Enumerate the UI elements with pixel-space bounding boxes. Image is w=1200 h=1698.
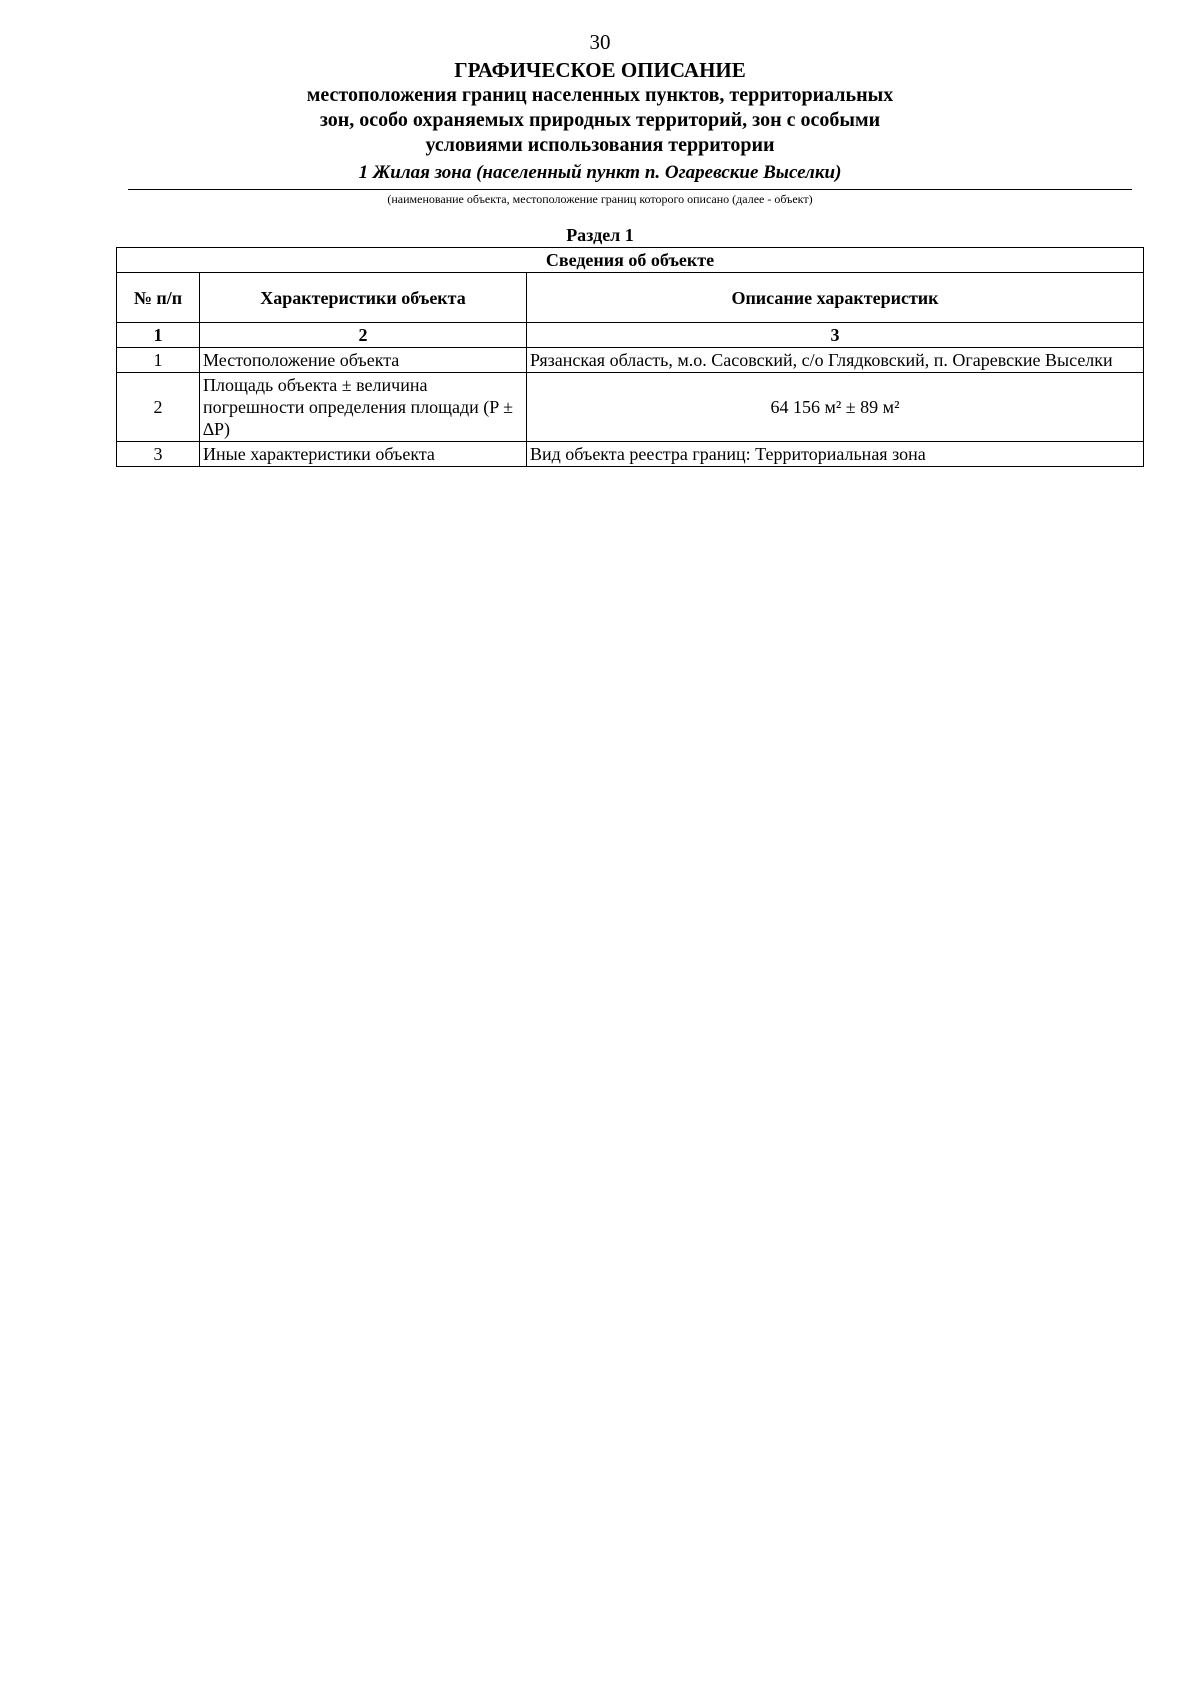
page-number: 30 [589, 30, 611, 54]
row-characteristic: Иные характеристики объекта [200, 442, 527, 467]
table-row [117, 348, 1144, 373]
row-description: Рязанская область, м.о. Сасовский, с/о Глядковский, п. Огаревские Выселки [527, 348, 1144, 373]
row-characteristic: Площадь объекта ± величина погрешности определения площади (P ± ∆P) [200, 373, 527, 442]
underline-rule [128, 189, 1132, 190]
title-line-3: условиями использования территории [425, 134, 775, 156]
column-number-row [117, 323, 1144, 348]
column-number: 2 [200, 323, 527, 348]
column-number: 3 [527, 323, 1144, 348]
row-num: 2 [117, 373, 200, 442]
title-line-2: зон, особо охраняемых природных территорий, зон с особыми [319, 109, 881, 131]
table-header-row [117, 273, 1144, 323]
object-name: 1 Жилая зона (населенный пункт п. Огаревские Выселки) [358, 162, 842, 183]
column-number: 1 [117, 323, 200, 348]
row-characteristic: Местоположение объекта [200, 348, 527, 373]
table-row [117, 442, 1144, 467]
table-row [117, 373, 1144, 442]
row-num: 1 [117, 348, 200, 373]
row-description: 64 156 м² ± 89 м² [527, 373, 1144, 442]
document-title [0, 58, 1200, 158]
section-title: Раздел 1 [566, 225, 634, 245]
row-num: 3 [117, 442, 200, 467]
title-line-1: местоположения границ населенных пунктов, территориальных [306, 84, 894, 106]
object-info-table [116, 247, 1144, 467]
object-caption: (наименование объекта, местоположение границ которого описано (далее - объект) [387, 192, 813, 206]
table-caption-row [117, 248, 1144, 273]
header-characteristic: Характеристики объекта [200, 273, 527, 323]
header-num: № п/п [117, 273, 200, 323]
title-main: ГРАФИЧЕСКОЕ ОПИСАНИЕ [454, 58, 746, 82]
table-caption: Сведения об объекте [117, 248, 1144, 273]
header-description: Описание характеристик [527, 273, 1144, 323]
row-description: Вид объекта реестра границ: Территориальная зона [527, 442, 1144, 467]
